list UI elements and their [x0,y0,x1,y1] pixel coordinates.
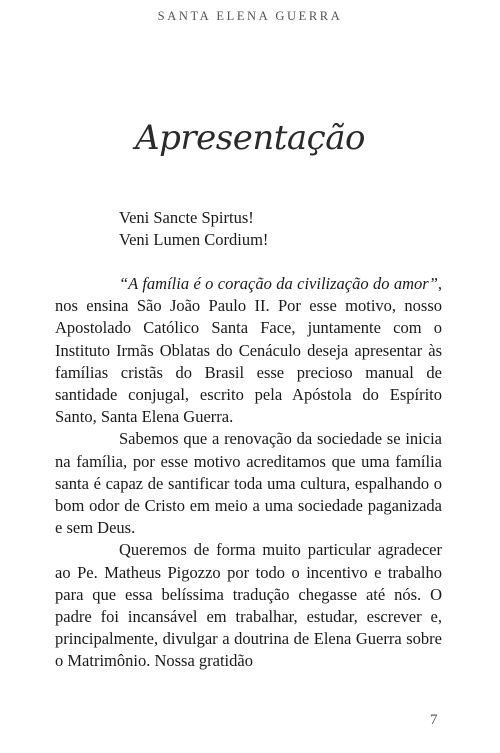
invocation-line: Veni Sancte Spirtus! [119,208,254,227]
paragraph-text: , nos ensina São João Paulo II. Por esse motivo, nosso Apostolado Católico Santa Face, juntamente com o Instituto Irmãs Oblatas do Cenáculo deseja apresentar às famílias cristãs do Brasil esse precioso manual de santidade conjugal, escrito pela Apóstola do Espírito Santo, Santa Elena Guerra. [55,274,442,427]
page-number: 7 [430,712,438,728]
invocation-line: Veni Lumen Cordium! [119,230,269,249]
paragraph: Queremos de forma muito particular agradecer ao Pe. Matheus Pigozzo por todo o incentivo e trabalho para que essa belíssima tradução chegasse até nós. O padre foi incansável em trabalhar, estudar, escrever e, principalmente, divulgar a doutrina de Elena Guerra sobre o Matrimônio. Nossa gratidão [55,540,442,671]
body-text [55,273,442,673]
running-header: SANTA ELENA GUERRA [157,9,343,23]
invocation [119,207,268,251]
paragraph: Sabemos que a renovação da sociedade se inicia na família, por esse motivo acreditamos que uma família santa é capaz de santificar toda uma cultura, espalhando o bom odor de Cristo em meio a uma sociedade paganizada e sem Deus. [55,429,442,538]
paragraph-quote: “A família é o coração da civilização do amor” [119,274,438,293]
paragraph [55,273,442,428]
chapter-title: Apresentação [135,118,365,158]
